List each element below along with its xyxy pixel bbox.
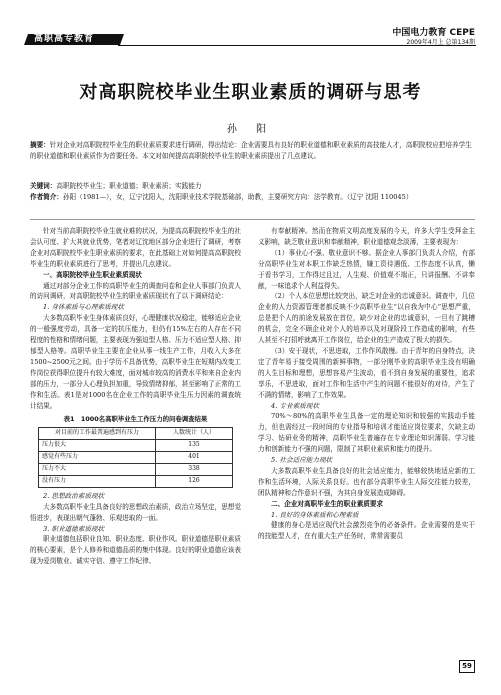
separator-rule	[30, 219, 475, 220]
paragraph: 70%～80%的高职毕业生具备一定的理论知识和较强的实践动手能力，但也需经过一段时间的专业指导和培训才能适应岗位要求，欠缺主动学习、钻研业务的精神，高职毕业生普遍存在专业理论知识薄弱、学习能力和创新能力不强的问题，限制了其职业素质和能力的提升。	[258, 412, 475, 454]
keywords	[30, 181, 475, 192]
paragraph: 针对当前高职院校毕业生就业难的状况，为提高高职院校毕业生的社会认可度、扩大其就业优势，笔者对辽沈地区部分企业进行了调研，考察企业对高职院校毕业生职业素质的要求，在此基础上对如何提高高职院校毕业生的职业素质进行了思考，并提出几点建议。	[30, 227, 241, 268]
stress-table	[38, 427, 233, 488]
table-cell: 压力很大	[39, 440, 156, 452]
paragraph: 通过对部分企业工作的高职毕业生的调查问卷和企业人事部门负责人的访问调研，对高职院校毕业生的职业素质现状有了以下调研结论：	[30, 281, 241, 301]
table-row	[39, 475, 233, 487]
table-row	[39, 440, 233, 452]
table-header-row	[39, 428, 233, 440]
table-header-cell: 人数统计（人）	[156, 428, 233, 440]
subsection-heading: 2. 思想政治素质现状	[43, 491, 105, 500]
table-caption: 表1 1000名高职毕业生工作压力的问卷调查结果	[63, 415, 208, 424]
subsection-heading: 1. 身体素质与心理素质现状	[43, 303, 124, 312]
keywords-text: 高职院校毕业生；职业道德；职业素质；实践能力	[56, 182, 202, 190]
author: 孙 阳	[226, 124, 275, 135]
paragraph: 大多数高职毕业生具备良好的思想政治素质，政治立场坚定，思想觉悟进步，表现出朝气蓬勃、乐观进取的一面。	[30, 502, 241, 522]
paragraph: 职业道德包括职业良知、职业态度、职业作风。职业道德是职业素质的核心要素，是个人修养和道德品质的集中体现。良好的职业道德应该表现为爱岗敬业、诚实守信、遵守工作纪律、	[30, 535, 241, 566]
bio-text: 孙阳（1981—），女，辽宁沈阳人，沈阳职业技术学院基础部，助教，主要研究方向：法学教育。（辽宁 沈阳 110045）	[62, 193, 413, 201]
subsection-heading: 5. 社会适应能力现状	[271, 456, 333, 465]
table-cell: 135	[156, 440, 233, 452]
paragraph: 健康的身心是适应现代社会激烈竞争的必备条件。企业需要的是实干的技能型人才，在有重大生产任务时，常常需要员	[258, 521, 475, 541]
issue-info: 2009年4月上 总第134期	[406, 39, 475, 46]
journal-header	[0, 0, 501, 56]
paragraph: 大多数高职毕业生身体素质良好，心理健康状况稳定，能够适应企业的一般强度劳动，具备一定的抗压能力，但仍有15%左右的人存在不同程度的性格和情绪问题，主要表现为强迫型人格、压力不适应型人格、抑郁型人格等。高职毕业生主要在企业从事一线生产工作，月收入大多在1500~2500元之间。由于学历不具备优势，高职毕业生在短期内改变工作岗位获得职位提升有较大难度，面对城市较高的消费水平和来自企业内部的压力，一部分人心理负担加重，导致情绪抑郁，甚至影响了正常的工作和生活。表1是对1000名在企业工作的高职毕业生压力因素的调查统计结果。	[30, 314, 241, 410]
bio-label: 作者简介：	[30, 193, 63, 201]
table-cell: 没有压力	[39, 475, 156, 487]
table-row	[39, 464, 233, 476]
section-heading: 一、高职院校毕业生职业素质现状	[43, 270, 142, 279]
table-cell: 338	[156, 464, 233, 476]
paragraph: （1）事业心不强、敬业意识不够。据企业人事部门负责人介绍，有部分高职毕业生对本职工作缺乏热情，嫌工资待遇低、工作态度不认真，懒于看书学习，工作得过且过，人生观、价值观不端正，只讲报酬、不讲奉献，一味追求个人利益得失。	[258, 248, 475, 290]
paragraph: 有奉献精神。然而在物质文明高度发展的今天，许多大学生受拜金主义影响，缺乏敬业意识和奉献精神，职业道德观念淡薄，主要表现为：	[258, 227, 475, 246]
magazine-name: 中国电力教育 CEPE	[392, 28, 475, 38]
subsection-heading: 3. 职业道德素质现状	[43, 524, 105, 533]
section-heading: 二、企业对高职毕业生的职业素质要求	[271, 499, 384, 508]
keywords-label: 关键词：	[30, 182, 57, 190]
right-column	[258, 226, 475, 542]
abstract-text: 针对企业对高职院校毕业生的职业素质要求进行调研，得出结论：企业需要具有良好的职业道德和职业素质的高技能人才，高职院校应把培养学生的职业道德和职业素质作为首要任务。本文对如何提高高职院校毕业生的职业素质提出了几点建议。	[30, 141, 472, 160]
abstract	[30, 140, 475, 162]
article-title: 对高职院校毕业生职业素质的调研与思考	[79, 82, 422, 103]
left-column	[30, 226, 241, 567]
paragraph: （3）安于现状，不思进取，工作作风散慢。由于青年的自身特点，决定了青年易于接受周围的新鲜事物，一部分刚毕业的高职毕业生没有明确的人生目标和理想，思想容易产生波动，看不到自身发展的重要性，追求享乐，不思进取，面对工作和生活中产生的问题不能很好的对待，产生了不满的情绪，影响了工作效果。	[258, 346, 475, 399]
table-cell: 401	[156, 452, 233, 464]
paragraph: （2）个人本位思想比较突出，缺乏对企业的忠诚意识。调查中，几位企业的人力资源管理者都反映不少高职毕业生“以自我为中心”思想严重，总是把个人的前途发展放在首位，缺少对企业的忠诚意识，一旦有了跳槽的机会，完全不顾企业对个人的培养以及对现阶段工作造成的影响，有些人甚至不打招呼就离开工作岗位，给企业的生产造成了极大的损失。	[258, 292, 475, 345]
abstract-label: 摘要：	[30, 141, 50, 149]
table-cell: 126	[156, 475, 233, 487]
table-row	[39, 452, 233, 464]
paragraph: 大多数高职毕业生具备良好的社会适应能力，能够较快地适应新的工作和生活环境，人际关系良好。也有部分高职毕业生人际交往能力较差，团队精神和合作意识不强，为其自身发展造成障碍。	[258, 466, 475, 497]
table-cell: 压力不大	[39, 464, 156, 476]
subsection-heading: 1. 良好的身体素质和心理素质	[271, 510, 359, 519]
table-cell: 感觉有些压力	[39, 452, 156, 464]
author-bio	[30, 192, 475, 203]
page-number: 59	[459, 660, 475, 673]
column-label: 高职高专教育	[34, 34, 95, 44]
subsection-heading: 4. 专业素质现状	[271, 401, 319, 410]
table-header-cell: 对目前的工作最普遍感到有压力	[39, 428, 156, 440]
